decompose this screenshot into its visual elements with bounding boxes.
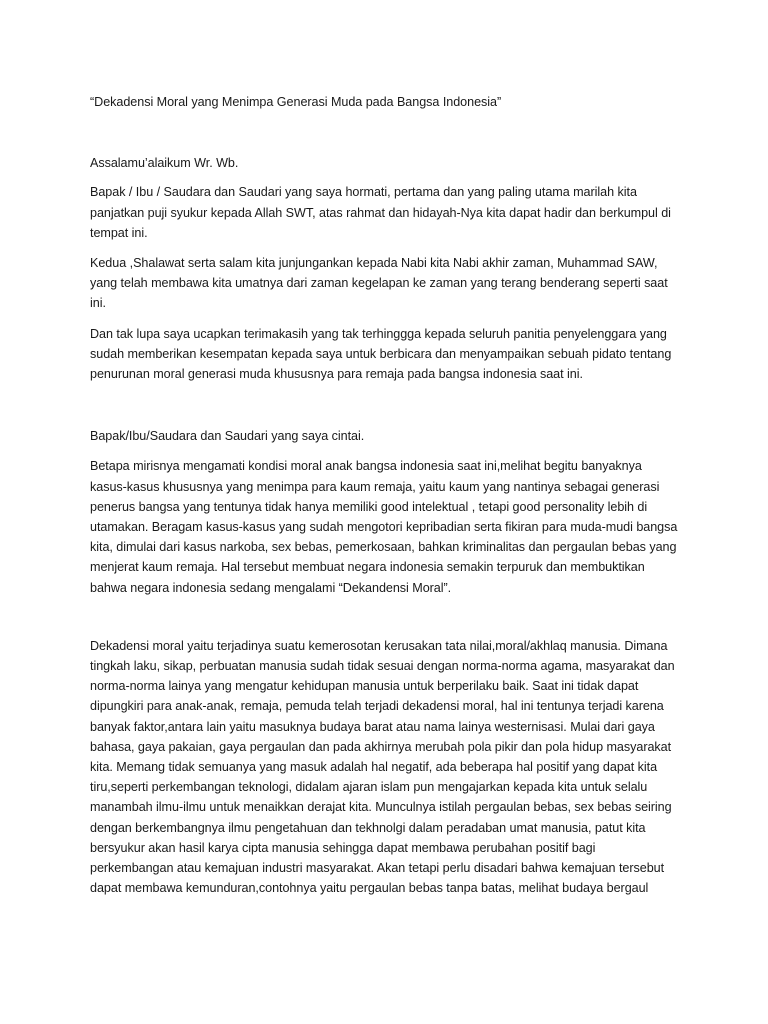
paragraph-definition: Dekadensi moral yaitu terjadinya suatu kemerosotan kerusakan tata nilai,moral/akhlaq manusia. Dimana tingkah laku, sikap, perbuatan manusia sudah tidak sesuai dengan norma-norma agama, masyarakat dan norma-norma lainya yang mengatur kehidupan manusia untuk berperilaku baik. Saat ini tidak dapat dipungkiri para anak-anak, remaja, pemuda telah terjadi dekadensi moral, hal ini tentunya terjadi karena banyak faktor,antara lain yaitu masuknya budaya barat atau nama lainya westernisasi. Mulai dari gaya bahasa, gaya pakaian, gaya pergaulan dan pada akhirnya merubah pola pikir dan pola hidup masyarakat kita. Memang tidak semuanya yang masuk adalah hal negatif, ada beberapa hal positif yang dapat kita tiru,seperti perkembangan teknologi, didalam ajaran islam pun mengajarkan kepada kita untuk selalu manambah ilmu-ilmu untuk menaikkan derajat kita. Munculnya istilah pergaulan bebas, sex bebas seiring dengan berkembangnya ilmu pengetahuan dan tekhnolgi dalam peradaban umat manusia, patut kita bersyukur akan hasil karya cipta manusia sehingga dapat membawa perubahan positif bagi perkembangan atau kemajuan industri masyarakat. Akan tetapi perlu disadari bahwa kemajuan tersebut dapat membawa kemunduran,contohnya yaitu pergaulan bebas tanpa batas, melihat budaya bergaul (90, 638, 675, 896)
paragraph-opening: Bapak / Ibu / Saudara dan Saudari yang saya hormati, pertama dan yang paling utama marilah kita panjatkan puji syukur kepada Allah SWT, atas rahmat dan hidayah-Nya kita dapat hadir dan berkumpul di tempat ini. (90, 185, 671, 240)
salutation: Assalamu’alaikum Wr. Wb. (90, 156, 239, 171)
document-title: “Dekadensi Moral yang Menimpa Generasi Muda pada Bangsa Indonesia” (90, 95, 502, 109)
document-body (90, 92, 678, 899)
paragraph-cases: Betapa mirisnya mengamati kondisi moral anak bangsa indonesia saat ini,melihat begitu banyaknya kasus-kasus khususnya yang menimpa para kaum remaja, yaitu kaum yang nantinya sebagai generasi penerus bangsa yang tentunya tidak hanya memiliki good intelektual , tetapi good personality lebih di utamakan. Beragam kasus-kasus yang sudah mengotori kepribadian serta fikiran para muda-mudi bangsa kita, dimulai dari kasus narkoba, sex bebas, pemerkosaan, bahkan kriminalitas dan pergaulan bebas yang menjerat kaum remaja. Hal tersebut membuat negara indonesia semakin terpuruk dan membuktikan bahwa negara indonesia sedang mengalami “Dekandensi Moral”. (90, 459, 678, 595)
paragraph-shalawat: Kedua ,Shalawat serta salam kita junjungankan kepada Nabi kita Nabi akhir zaman, Muhammad SAW, yang telah membawa kita umatnya dari zaman kegelapan ke zaman yang terang benderang seperti saat ini. (90, 256, 668, 311)
paragraph-thanks: Dan tak lupa saya ucapkan terimakasih yang tak terhinggga kepada seluruh panitia penyelenggara yang sudah memberikan kesempatan kepada saya untuk berbicara dan menyampaikan sebuah pidato tentang penurunan moral generasi muda khususnya para remaja pada bangsa indonesia saat ini. (90, 326, 672, 382)
paragraph-address: Bapak/Ibu/Saudara dan Saudari yang saya cintai. (90, 429, 365, 444)
